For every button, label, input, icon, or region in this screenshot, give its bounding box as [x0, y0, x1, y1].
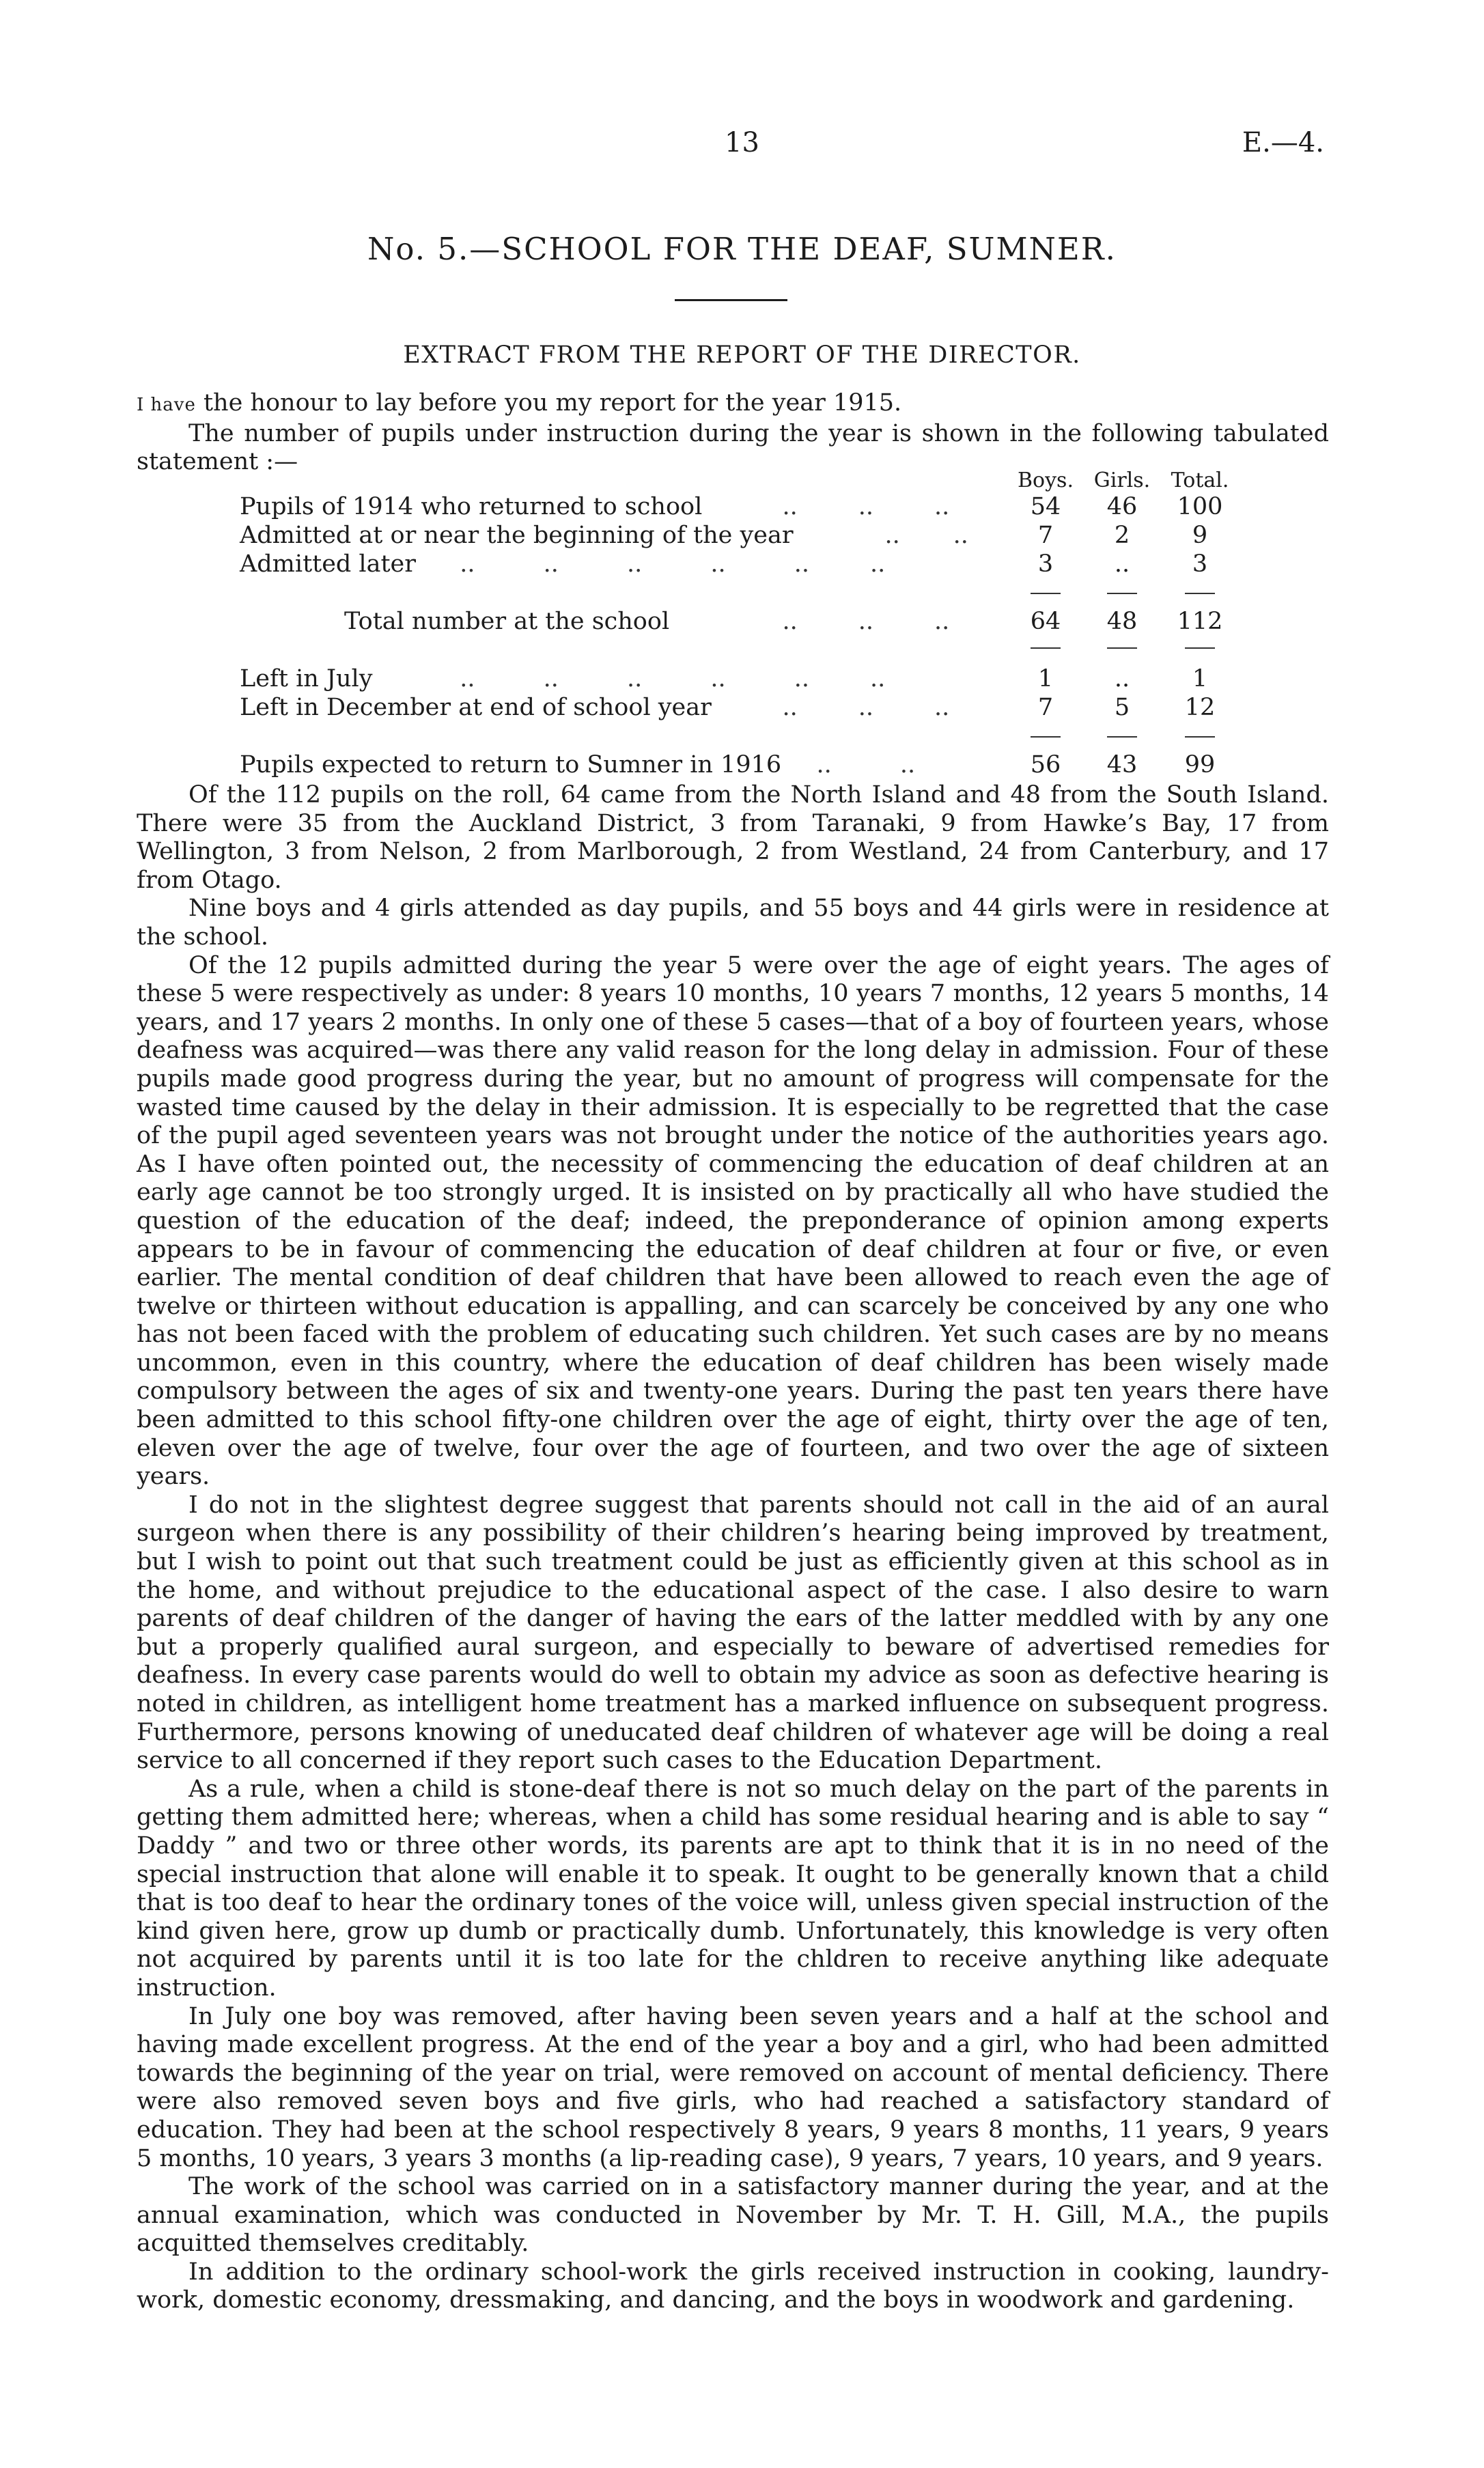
- table-cell: 5: [1114, 694, 1130, 721]
- document-reference: E.—4.: [1242, 127, 1324, 158]
- sum-rule: [1107, 593, 1137, 594]
- leader-dots: .. .. ..: [752, 493, 950, 520]
- table-cell: 1: [1192, 665, 1208, 692]
- paragraph-aural-surgeon: I do not in the slightest degree suggest that parents should not call in the aid of an aural surgeon when there is any possibility of their children’s hearing being improved by treatment, but I wish to point out that such treatment could be just as efficiently given at this school as in the home, and without prejudice to the educational aspect of the case. I also desire to warn parents of deaf children of the danger of having the ears of the latter meddled with by any one but a properly qualified aural surgeon, and especially to beware of advertised remedies for deafness. In every case parents would do well to obtain my advice as soon as defective hearing is noted in children, as intelligent home treatment has a marked influence on subsequent progress. Furthermore, persons knowing of uneducated deaf children of whatever age will be doing a real service to all concerned if they report such cases to the Education Department.: [137, 1491, 1329, 1775]
- page-title: No. 5.—SCHOOL FOR THE DEAF, SUMNER.: [367, 231, 1117, 267]
- table-cell: 46: [1106, 493, 1138, 520]
- sum-rule: [1031, 593, 1061, 594]
- table-row-label: Pupils of 1914 who returned to school: [240, 493, 703, 520]
- paragraph-examination: The work of the school was carried on in a satisfactory manner during the year, and at the annual examination, which was conducted in November by Mr. T. H. Gill, M.A., the pupils acquitted themselves creditably.: [137, 2173, 1329, 2258]
- table-row-label: Left in December at end of school year: [240, 694, 712, 721]
- table-header-girls: Girls.: [1093, 468, 1151, 492]
- intro-first-word: I have: [137, 395, 196, 415]
- table-row-label: Left in July: [240, 665, 373, 692]
- leader-dots: .. .. .. .. .. ..: [445, 665, 886, 692]
- paragraph-residence: Nine boys and 4 girls attended as day pupils, and 55 boys and 44 girls were in residence at the school.: [137, 895, 1329, 951]
- table-row-label: Total number at the school: [344, 608, 670, 635]
- table-row-label: Pupils expected to return to Sumner in 1916: [240, 751, 782, 779]
- table-cell: ..: [1114, 665, 1130, 692]
- intro-line-1-text: the honour to lay before you my report for the year 1915.: [195, 389, 902, 417]
- sum-rule: [1185, 593, 1215, 594]
- page-number: 13: [725, 127, 759, 158]
- table-cell: 3: [1037, 550, 1054, 578]
- table-cell: 100: [1177, 493, 1223, 520]
- table-cell: 112: [1177, 608, 1223, 635]
- paragraph-removals: In July one boy was removed, after having been seven years and a half at the school and having made excellent progress. At the end of the year a boy and a girl, who had been admitted towards the beginning of the year on trial, were removed on account of mental deficiency. There were also removed seven boys and five girls, who had reached a satisfactory standard of education. They had been at the school respectively 8 years, 9 years 8 months, 11 years, 9 years 5 months, 10 years, 3 years 3 months (a lip-reading case), 9 years, 7 years, 10 years, and 9 years.: [137, 2002, 1329, 2172]
- sum-rule: [1031, 736, 1061, 738]
- paragraph-stone-deaf: As a rule, when a child is stone-deaf there is not so much delay on the part of the parents in getting them admitted here; whereas, when a child has some residual hearing and is able to say “ Daddy ” and two or three other words, its parents are apt to think that it is in no need of the special instruction that alone will enable it to speak. It ought to be generally known that a child that is too deaf to hear the ordinary tones of the voice will, unless given special instruction of the kind given here, grow up dumb or practically dumb. Unfortunately, this knowledge is very often not acquired by parents until it is too late for the chldren to receive anything like adequate instruction.: [137, 1775, 1329, 2002]
- paragraph-origins: Of the 112 pupils on the roll, 64 came from the North Island and 48 from the South Island. There were 35 from the Auckland District, 3 from Taranaki, 9 from Hawke’s Bay, 17 from Wellington, 3 from Nelson, 2 from Marlborough, 2 from Westland, 24 from Canterbury, and 17 from Otago.: [137, 781, 1329, 894]
- table-cell: 1: [1037, 665, 1054, 692]
- leader-dots: .. .. .. .. .. ..: [445, 550, 886, 578]
- table-cell: ..: [1114, 550, 1130, 578]
- leader-dots: .. ..: [786, 751, 916, 779]
- table-cell: 43: [1106, 751, 1138, 779]
- table-cell: 12: [1184, 694, 1216, 721]
- table-header-boys: Boys.: [1018, 468, 1074, 492]
- table-cell: 2: [1114, 522, 1130, 549]
- table-cell: 3: [1192, 550, 1208, 578]
- table-cell: 99: [1184, 751, 1216, 779]
- table-cell: 48: [1106, 608, 1138, 635]
- table-row-label: Admitted later: [240, 550, 417, 578]
- title-divider: [675, 299, 787, 301]
- table-cell: 7: [1037, 522, 1054, 549]
- paragraph-admissions: Of the 12 pupils admitted during the year 5 were over the age of eight years. The ages of these 5 were respectively as under: 8 years 10 months, 10 years 7 months, 12 years 5 months, 14 years, and 17 years 2 months. In only one of these 5 cases—that of a boy of fourteen years, whose deafness was acquired—was there any valid reason for the long delay in admission. Four of these pupils made good progress during the year, but no amount of progress will compensate for the wasted time caused by the delay in their admission. It is especially to be regretted that the case of the pupil aged seventeen years was not brought under the notice of the authorities years ago. As I have often pointed out, the necessity of commencing the education of deaf children at an early age cannot be too strongly urged. It is insisted on by practically all who have studied the question of the education of the deaf; indeed, the preponderance of opinion among experts appears to be in favour of commencing the education of deaf children at four or five, or even earlier. The mental condition of deaf children that have been allowed to reach even the age of twelve or thirteen without education is appalling, and can scarcely be conceived by any one who has not been faced with the problem of educating such children. Yet such cases are by no means uncommon, even in this country, where the education of deaf children has been wisely made compulsory between the ages of six and twenty-one years. During the past ten years there have been admitted to this school fifty-one children over the age of eight, thirty over the age of ten, eleven over the age of twelve, four over the age of fourteen, and two over the age of sixteen years.: [137, 951, 1329, 1491]
- leader-dots: .. .. ..: [752, 608, 950, 635]
- table-header-total: Total.: [1171, 468, 1229, 492]
- sum-rule: [1031, 647, 1061, 649]
- table-cell: 64: [1030, 608, 1061, 635]
- intro-line-1: [137, 389, 1329, 420]
- table-cell: 54: [1030, 493, 1061, 520]
- report-body: [137, 781, 1329, 2315]
- sum-rule: [1107, 647, 1137, 649]
- intro-line-2: The number of pupils under instruction during the year is shown in the following tabulated statement :—: [137, 419, 1329, 476]
- paragraph-instruction: In addition to the ordinary school-work the girls received instruction in cooking, laundry-work, domestic economy, dressmaking, and dancing, and the boys in woodwork and gardening.: [137, 2258, 1329, 2314]
- leader-dots: .. .. ..: [752, 694, 950, 721]
- sum-rule: [1107, 736, 1137, 738]
- table-cell: 9: [1192, 522, 1208, 549]
- sum-rule: [1185, 647, 1215, 649]
- table-cell: 7: [1037, 694, 1054, 721]
- leader-dots: .. ..: [854, 522, 968, 549]
- intro: [137, 389, 1329, 477]
- table-cell: 56: [1030, 751, 1061, 779]
- table-row-label: Admitted at or near the beginning of the year: [240, 522, 794, 549]
- sum-rule: [1185, 736, 1215, 738]
- section-subtitle: EXTRACT FROM THE REPORT OF THE DIRECTOR.: [403, 341, 1081, 369]
